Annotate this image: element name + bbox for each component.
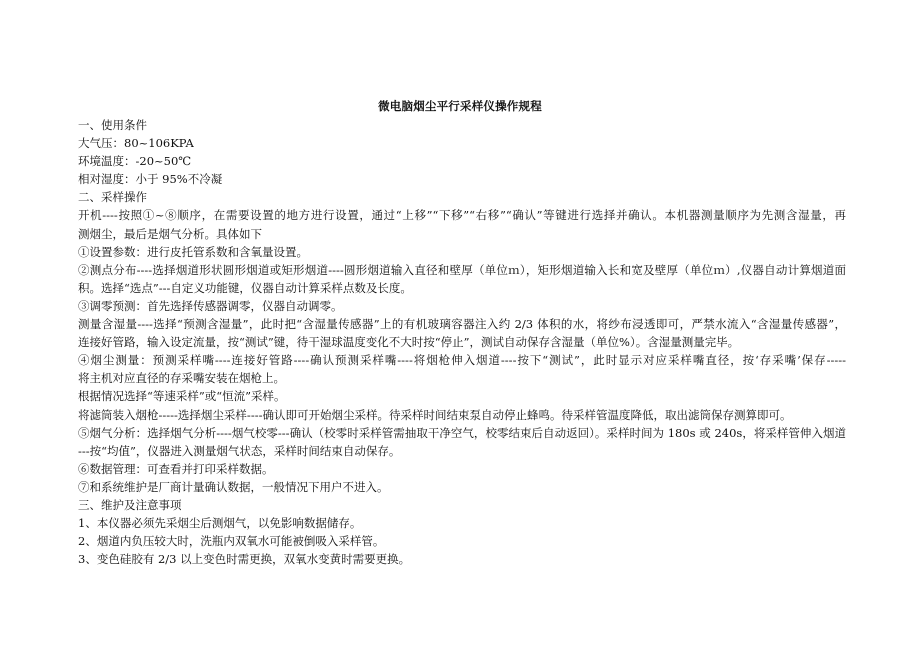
text-line: 3、变色硅胶有 2/3 以上变色时需更换，双氧水变黄时需要更换。 xyxy=(78,552,411,567)
text-line: ---按“均值”，仪器进入测量烟气状态，采样时间结束自动保存。 xyxy=(78,443,401,458)
text-line: 测烟尘，最后是烟气分析。具体如下 xyxy=(78,226,262,241)
text-line: ①设置参数：进行皮托管系数和含氧量设置。 xyxy=(78,244,308,259)
text-line: 开机----按照①~⑧顺序，在需要设置的地方进行设置，通过“上移”“下移”“右移”“确认”等键进行选择并确认。本机器测量顺序为先测含湿量，再 xyxy=(78,208,846,223)
text-line: ④烟尘测量：预测采样嘴----连接好管路----确认预测采样嘴----将烟枪伸入烟道----按下“测试”，此时显示对应采样嘴直径，按‘存采嘴’保存----- xyxy=(78,353,846,368)
text-line: ⑦和系统维护是厂商计量确认数据，一般情况下用户不进入。 xyxy=(78,479,389,494)
document-body xyxy=(78,116,846,568)
text-line: 连接好管路，输入设定流量，按“测试”键，待干湿球温度变化不大时按“停止”，测试自动保存含湿量（单位%）。含湿量测量完毕。 xyxy=(78,335,740,350)
text-line: 测量含湿量----选择“预测含湿量”，此时把“含湿量传感器”上的有机玻璃容器注入约 2/3 体积的水，将纱布浸透即可，严禁水流入“含湿量传感器”， xyxy=(78,317,846,332)
text-line: 1、本仪器必须先采烟尘后测烟气，以免影响数据储存。 xyxy=(78,516,362,531)
text-line: 2、烟道内负压较大时，洗瓶内双氧水可能被倒吸入采样管。 xyxy=(78,534,385,549)
text-line: 三、维护及注意事项 xyxy=(78,497,182,512)
text-line: 根据情况选择“等速采样”或“恒流”采样。 xyxy=(78,389,286,404)
text-line: 将主机对应直径的存采嘴安装在烟枪上。 xyxy=(78,371,285,386)
text-line: 积。选择“选点”---自定义功能键，仪器自动计算采样点数及长度。 xyxy=(78,280,412,295)
text-line: ⑥数据管理：可查看并打印采样数据。 xyxy=(78,461,274,476)
text-line: 一、使用条件 xyxy=(78,118,147,132)
text-line: 相对湿度：小于 95%不冷凝 xyxy=(78,172,223,187)
text-line: 大气压：80~106KPA xyxy=(78,136,194,151)
text-line: 环境温度：-20~50℃ xyxy=(78,154,192,169)
text-line: ③调零预测：首先选择传感器调零，仪器自动调零。 xyxy=(78,298,343,313)
text-line: ②测点分布----选择烟道形状圆形烟道或矩形烟道----圆形烟道输入直径和壁厚（单位ｍ），矩形烟道输入长和宽及壁厚（单位ｍ）,仪器自动计算烟道面 xyxy=(78,262,846,277)
document-title: 微电脑烟尘平行采样仪操作规程 xyxy=(378,99,542,113)
text-line: 将滤筒装入烟枪-----选择烟尘采样----确认即可开始烟尘采样。待采样时间结束泵自动停止蜂鸣。待采样管温度降低，取出滤筒保存测算即可。 xyxy=(78,407,792,422)
text-line: ⑤烟气分析：选择烟气分析----烟气校零---确认（校零时采样管需抽取干净空气，校零结束后自动返回）。采样时间为 180s 或 240s，将采样管伸入烟道 xyxy=(78,425,846,440)
text-line: 二、采样操作 xyxy=(78,190,147,205)
